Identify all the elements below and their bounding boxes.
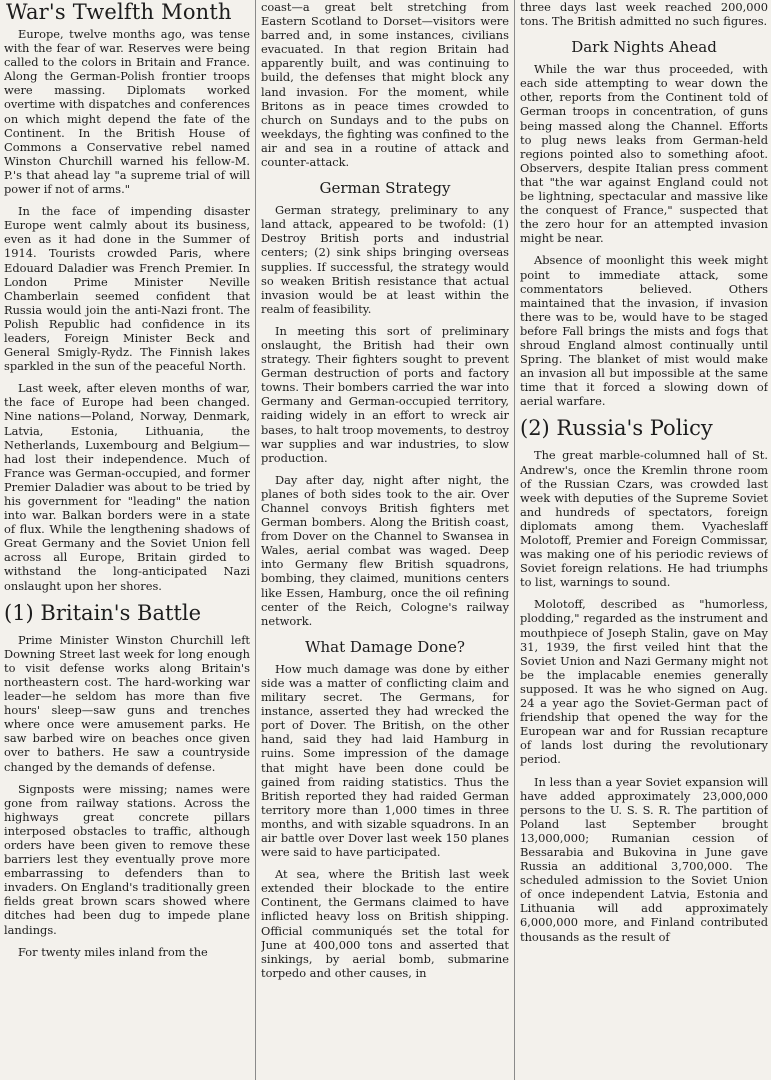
- paragraph: In the face of impending disaster Europe went calmly about its business, even as it had done in the Summer of 1914. Tourists crowded Paris, where Edouard Daladier was French Premier. In London Prime Minister Neville Chamberlain seemed confident that Russia would join the anti-Nazi front. The Polish Republic had confidence in its leaders, Foreign Minister Beck and General Smigly-Rydz. The Finnish lakes sparkled in the sun of the peaceful North.: [4, 204, 250, 374]
- paragraph: coast—a great belt stretching from Eastern Scotland to Dorset—visitors were barred and, in some instances, civilians evacuated. In that region Britain had apparently built, and was continuing to build, the defenses that might block any land invasion. For the moment, while Britons as in peace times crowded to church on Sundays and to the pubs on weekdays, the fighting was confined to the air and sea in a routine of attack and counter-attack.: [261, 0, 509, 170]
- column-divider: [255, 0, 256, 1080]
- paragraph: Europe, twelve months ago, was tense with the fear of war. Reserves were being called to the colors in Britain and France. Along the German-Polish frontier troops were massing. Diplomats worked overtime with dispatches and conferences on which might depend the fate of the Continent. In the British House of Commons a Conservative rebel named Winston Churchill warned his fellow-M. P.'s that ahead lay "a supreme trial of will power if not of arms.": [4, 27, 250, 197]
- paragraph: While the war thus proceeded, with each side attempting to wear down the other, reports from the Continent told of German troops in concentration, of guns being massed along the Channel. Efforts to plug news leaks from German-held regions pointed also to something afoot. Observers, despite Italian press comment that "the war against England could not be lightning, spectacular and massive like the conquest of France," suspected that the zero hour for an attempted invasion might be near.: [520, 62, 768, 246]
- paragraph: German strategy, preliminary to any land attack, appeared to be twofold: (1) Destroy British ports and industrial centers; (2) sink ships bringing overseas supplies. If successful, the strategy would so weaken British resistance that actual invasion would be at least within the realm of feasibility.: [261, 203, 509, 316]
- paragraph: The great marble-columned hall of St. Andrew's, once the Kremlin throne room of the Russian Czars, was crowded last week with deputies of the Supreme Soviet and hundreds of spectators, foreign diplomats among them. Vyacheslaff Molotoff, Premier and Foreign Commissar, was making one of his periodic reviews of Soviet foreign relations. He had triumphs to list, warnings to sound.: [520, 448, 768, 590]
- paragraph: How much damage was done by either side was a matter of conflicting claim and military secret. The Germans, for instance, asserted they had wrecked the port of Dover. The British, on the other hand, said they had laid Hamburg in ruins. Some impression of the damage that might have been done could be gained from raiding statistics. Thus the British reported they had raided German territory more than 1,000 times in three months, and with sizable squadrons. In an air battle over Dover last week 150 planes were said to have participated.: [261, 661, 509, 860]
- section-heading-britains-battle: (1) Britain's Battle: [4, 600, 202, 625]
- article-headline: War's Twelfth Month: [6, 0, 232, 24]
- paragraph: three days last week reached 200,000 tons. The British admitted no such figures.: [520, 0, 768, 29]
- column-2: [261, 0, 509, 1080]
- paragraph: For twenty miles inland from the: [18, 944, 208, 959]
- column-divider: [514, 0, 515, 1080]
- paragraph: Day after day, night after night, the planes of both sides took to the air. Over Channel convoys British fighters met German bombers. Along the British coast, from Dover on the Channel to Swansea in Wales, aerial combat was waged. Deep into Germany flew British squadrons, bombing, they claimed, munitions centers like Essen, Hamburg, once the oil refining center of the Reich, Cologne's railway network.: [261, 472, 509, 628]
- paragraph: Signposts were missing; names were gone from railway stations. Across the highways great concrete pillars interposed obstacles to traffic, although orders have been given to remove these barriers lest they eventually prove more embarrassing to defenders than to invaders. On England's traditionally green fields great brown scars showed where ditches had been dug to impede plane landings.: [4, 781, 250, 937]
- section-heading-russias-policy: (2) Russia's Policy: [520, 416, 713, 441]
- paragraph: In less than a year Soviet expansion will have added approximately 23,000,000 persons to the U. S. S. R. The partition of Poland last September brought 13,000,000; Rumanian cession of Bessarabia and Bukovina in June gave Russia an additional 3,700,000. The scheduled admission to the Soviet Union of once independent Latvia, Estonia and Lithuania will add approximately 6,000,000 more, and Finland contributed thousands as the result of: [520, 774, 768, 944]
- paragraph: Molotoff, described as "humorless, plodding," regarded as the instrument and mouthpiece of Joseph Stalin, gave on May 31, 1939, the first veiled hint that the Soviet Union and Nazi Germany might not be the implacable enemies generally supposed. It was he who signed on Aug. 24 a year ago the Soviet-German pact of friendship that opened the way for the European war and for Russian recapture of lands lost during the revolutionary period.: [520, 597, 768, 767]
- paragraph: At sea, where the British last week extended their blockade to the entire Continent, the Germans claimed to have inflicted heavy loss on British shipping. Official communiqués set the total for June at 400,000 tons and asserted that sinkings, by aerial bomb, submarine torpedo and other causes, in: [261, 867, 509, 980]
- paragraph: Last week, after eleven months of war, the face of Europe had been changed. Nine nations—Poland, Norway, Denmark, Latvia, Estonia, Lithuania, the Netherlands, Luxembourg and Belgium—had lost their independence. Much of France was German-occupied, and former Premier Daladier was about to be tried by his government for "leading" the nation into war. Balkan borders were in a state of flux. While the lengthening shadows of Great Germany and the Soviet Union fell across all Europe, Britain girded to withstand the long-anticipated Nazi onslaught upon her shores.: [4, 381, 250, 593]
- column-1: [4, 0, 250, 1080]
- paragraph: In meeting this sort of preliminary onslaught, the British had their own strategy. Their fighters sought to prevent German destruction of ports and factory towns. Their bombers carried the war into Germany and German-occupied territory, raiding widely in an effort to wreck air bases, to halt troop movements, to destroy war supplies and war industries, to slow production.: [261, 323, 509, 465]
- paragraph: Absence of moonlight this week might point to immediate attack, some commentators believed. Others maintained that the invasion, if invasion there was to be, would have to be staged before Fall brings the mists and fogs that shroud England almost continually until Spring. The blanket of mist would make an invasion all but impossible at the same time that it forced a slowing down of aerial warfare.: [520, 253, 768, 409]
- subheading-dark-nights-ahead: Dark Nights Ahead: [571, 38, 717, 57]
- paragraph: Prime Minister Winston Churchill left Downing Street last week for long enough to visit defense works along Britain's northeastern cost. The hard-working war leader—he seldom has more than five hours' sleep—saw guns and trenches where once were amusement parks. He saw barbed wire on beaches once given over to bathers. He saw a countryside changed by the demands of defense.: [4, 632, 250, 774]
- subheading-what-damage-done: What Damage Done?: [305, 637, 465, 656]
- column-3: [520, 0, 768, 1080]
- subheading-german-strategy: German Strategy: [319, 179, 451, 198]
